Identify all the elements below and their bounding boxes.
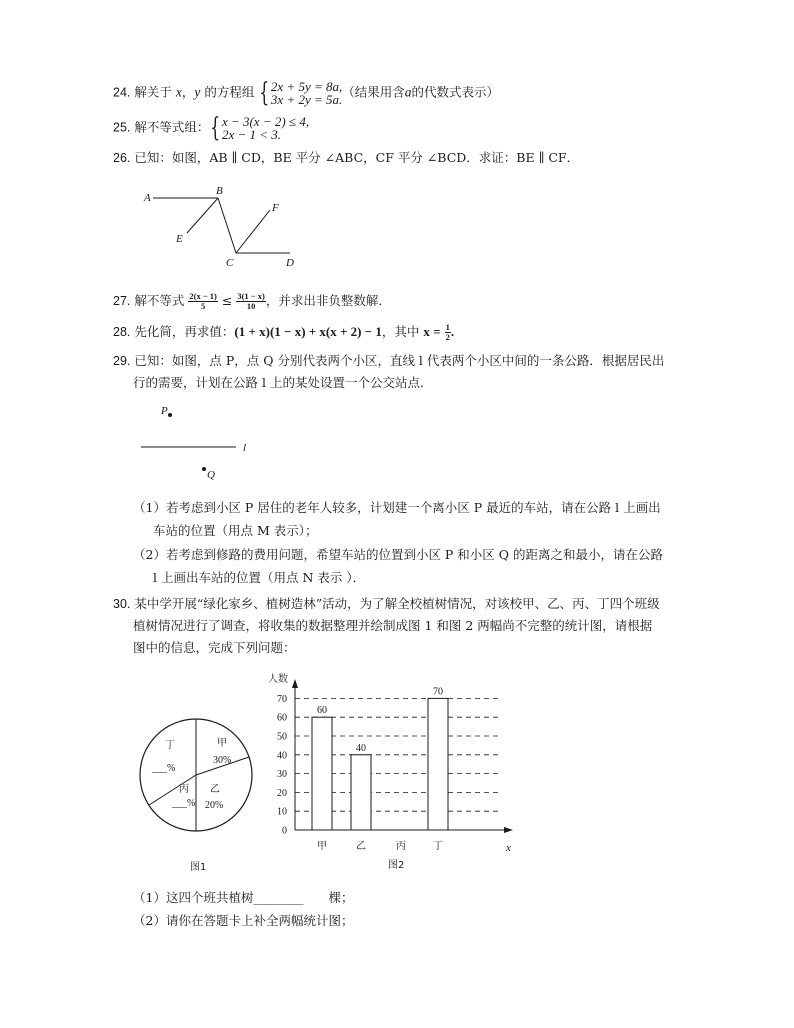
q26-label-b: B [216,185,223,197]
pie-label-jia: 甲 [217,738,227,749]
q28-x-eq: x = [423,324,441,339]
q26-label-c: C [226,257,234,269]
q28-fraction-den: 2 [445,332,450,342]
pie-pct-bing: ___% [172,798,196,809]
q29-sub1-line-2 [153,523,318,539]
q29-sub2-text-2: l 上画出车站的位置（用点 N 表示 ）． [153,570,366,585]
pie-caption: 图1 [190,862,207,873]
q27-number: 27. [113,294,131,308]
y-tick-label-50: 50 [277,731,287,743]
x-axis-arrow [504,827,513,833]
q24-number: 24. [113,85,131,100]
q29-sub1-line-1 [133,500,661,516]
q24-text-3: （结果用含 [342,84,405,100]
q24-text-1: 解关于 [134,84,172,100]
x-tick-label-1: 乙 [356,841,366,852]
q29-figure [141,405,246,481]
q24-var-a: a [404,84,412,100]
q27-fraction-1-den: 5 [201,301,206,311]
q30-text-3: 图中的信息，完成下列问题： [133,640,296,655]
q30-sub2 [133,913,353,929]
q27-fraction-2-num: 3(1 − x) [237,291,265,301]
q25-eq2: 2x − 1 < 3. [221,127,282,142]
q27-le: ≤ [221,293,233,308]
q30-line-2 [133,618,652,634]
q27-fraction-2-den: 10 [246,301,256,311]
q24-var-y: y [194,84,201,100]
y-tick-label-20: 20 [277,787,287,799]
bar-0 [312,717,332,830]
q29-point-p [168,413,172,417]
q26-segment-be [187,198,218,233]
q29-number: 29. [113,354,131,368]
q26-text: 已知：如图，AB ∥ CD，BE 平分 ∠ABC，CF 平分 ∠BCD．求证：BE ∥ CF． [134,150,580,165]
q27-fraction-2 [236,292,266,311]
q29-label-p: P [161,405,168,417]
pie-label-yi: 乙 [210,784,220,795]
y-tick-label-10: 10 [277,806,287,818]
x-tick-label-2: 丙 [396,841,406,852]
q29-label-q: Q [207,469,215,481]
q30-text-1: 某中学开展“绿化家乡、植树造林”活动，为了解全校植树情况，对该校甲、乙、丙、丁四个班级 [134,596,660,611]
x-tick-label-3: 丁 [433,841,443,852]
q30-sub2-text: （2）请你在答题卡上补全两幅统计图； [133,913,354,928]
q30-number: 30. [113,597,131,611]
q28-dot: . [450,324,455,339]
q24-brace: { [259,78,270,108]
pie-chart [140,719,252,873]
y-tick-label-60: 60 [277,712,287,724]
bar-value-label-0: 60 [317,705,327,717]
q28-fraction-num: 1 [445,322,450,332]
q27-fraction-1 [188,292,218,311]
q25-eq1: x − 3(x − 2) ≤ 4, [221,114,310,129]
y-tick-label-70: 70 [277,693,287,705]
q27-fraction-1-num: 2(x − 1) [189,291,217,301]
bar-3 [428,698,448,830]
q24-comma: ， [181,84,195,100]
q26-segment-bc [218,198,236,253]
q28-text-2: ，其中 [381,324,420,339]
q27-text-2: ，并求出非负整数解． [265,293,391,308]
q26-label-a: A [144,192,151,204]
bar-caption: 图2 [388,860,405,871]
q27 [113,292,391,311]
q25-text: 解不等式组： [134,119,210,135]
pie-pct-jia: 30% [213,755,232,766]
x-tick-label-0: 甲 [317,841,327,852]
y-tick-label-30: 30 [277,769,287,781]
q30-text-2: 植树情况进行了调查，将收集的数据整理并绘制成图 1 和图 2 两幅尚不完整的统计图，请根据 [133,618,653,633]
q24-var-x: x [175,84,182,100]
q24-eq2: 3x + 2y = 5a. [270,92,343,107]
pie-pct-ding: ___% [152,763,176,774]
pie-label-ding: 丁 [165,740,175,751]
bar-value-label-3: 70 [433,686,443,698]
q28-text-1: 先化简，再求值： [134,324,235,339]
pie-label-bing: 丙 [179,784,189,795]
q26-figure [143,185,294,269]
y-tick-label-0: 0 [282,825,287,837]
q29-sub2-line-1 [133,547,663,563]
q24-text-4: 的代数式表示） [411,84,500,100]
pie-pct-yi: 20% [205,800,224,811]
q24-eq1: 2x + 5y = 8a, [270,79,343,94]
q29-label-l: l [243,442,247,454]
q29-sub2-text-1: （2）若考虑到修路的费用问题，希望车站的位置到小区 P 和小区 Q 的距离之和最小，请在公路 [133,547,664,562]
q29-sub1-text-1: （1）若考虑到小区 P 居住的老年人较多，计划建一个离小区 P 最近的车站，请在公路 l 上画出 [133,500,661,515]
bar-chart [268,672,513,871]
q29-sub1-text-2: 车站的位置（用点 M 表示）； [153,523,318,538]
q26-segment-cf [236,210,270,253]
q29-line-1 [113,353,664,369]
bar-1 [351,755,371,830]
y-tick-label-40: 40 [277,750,287,762]
q29-point-q [202,467,206,471]
q26-label-e: E [176,233,183,245]
q30-sub1 [133,890,353,906]
q29-text-1: 已知：如图，点 P，点 Q 分别代表两个小区，直线 l 代表两个小区中间的一条公路．根据居民出 [134,353,665,368]
q28 [113,323,454,342]
q26-label-d: D [286,257,294,269]
y-axis-title: 人数 [268,674,288,685]
q26-number: 26. [113,151,131,165]
q25-number: 25. [113,120,131,135]
q27-text-1: 解不等式 [134,293,185,308]
bar-value-label-1: 40 [356,742,366,754]
q26-label-f: F [272,202,279,214]
q25-brace: { [210,113,221,143]
q29-sub2-line-2 [153,570,365,586]
q28-number: 28. [113,325,131,339]
q29-line-2 [133,375,432,391]
q28-expression: (1 + x)(1 − x) + x(x + 2) − 1 [234,324,382,339]
y-axis-arrow [292,679,298,688]
q29-text-2: 行的需要，计划在公路 l 上的某处设置一个公交站点． [133,375,433,390]
q24-text-2: 的方程组 [204,84,255,100]
q30-line-3 [133,640,296,656]
x-axis-title: x [506,842,511,854]
q30-line-1 [113,596,660,612]
q30-sub1-text: （1）这四个班共植树________ 棵； [133,890,354,905]
